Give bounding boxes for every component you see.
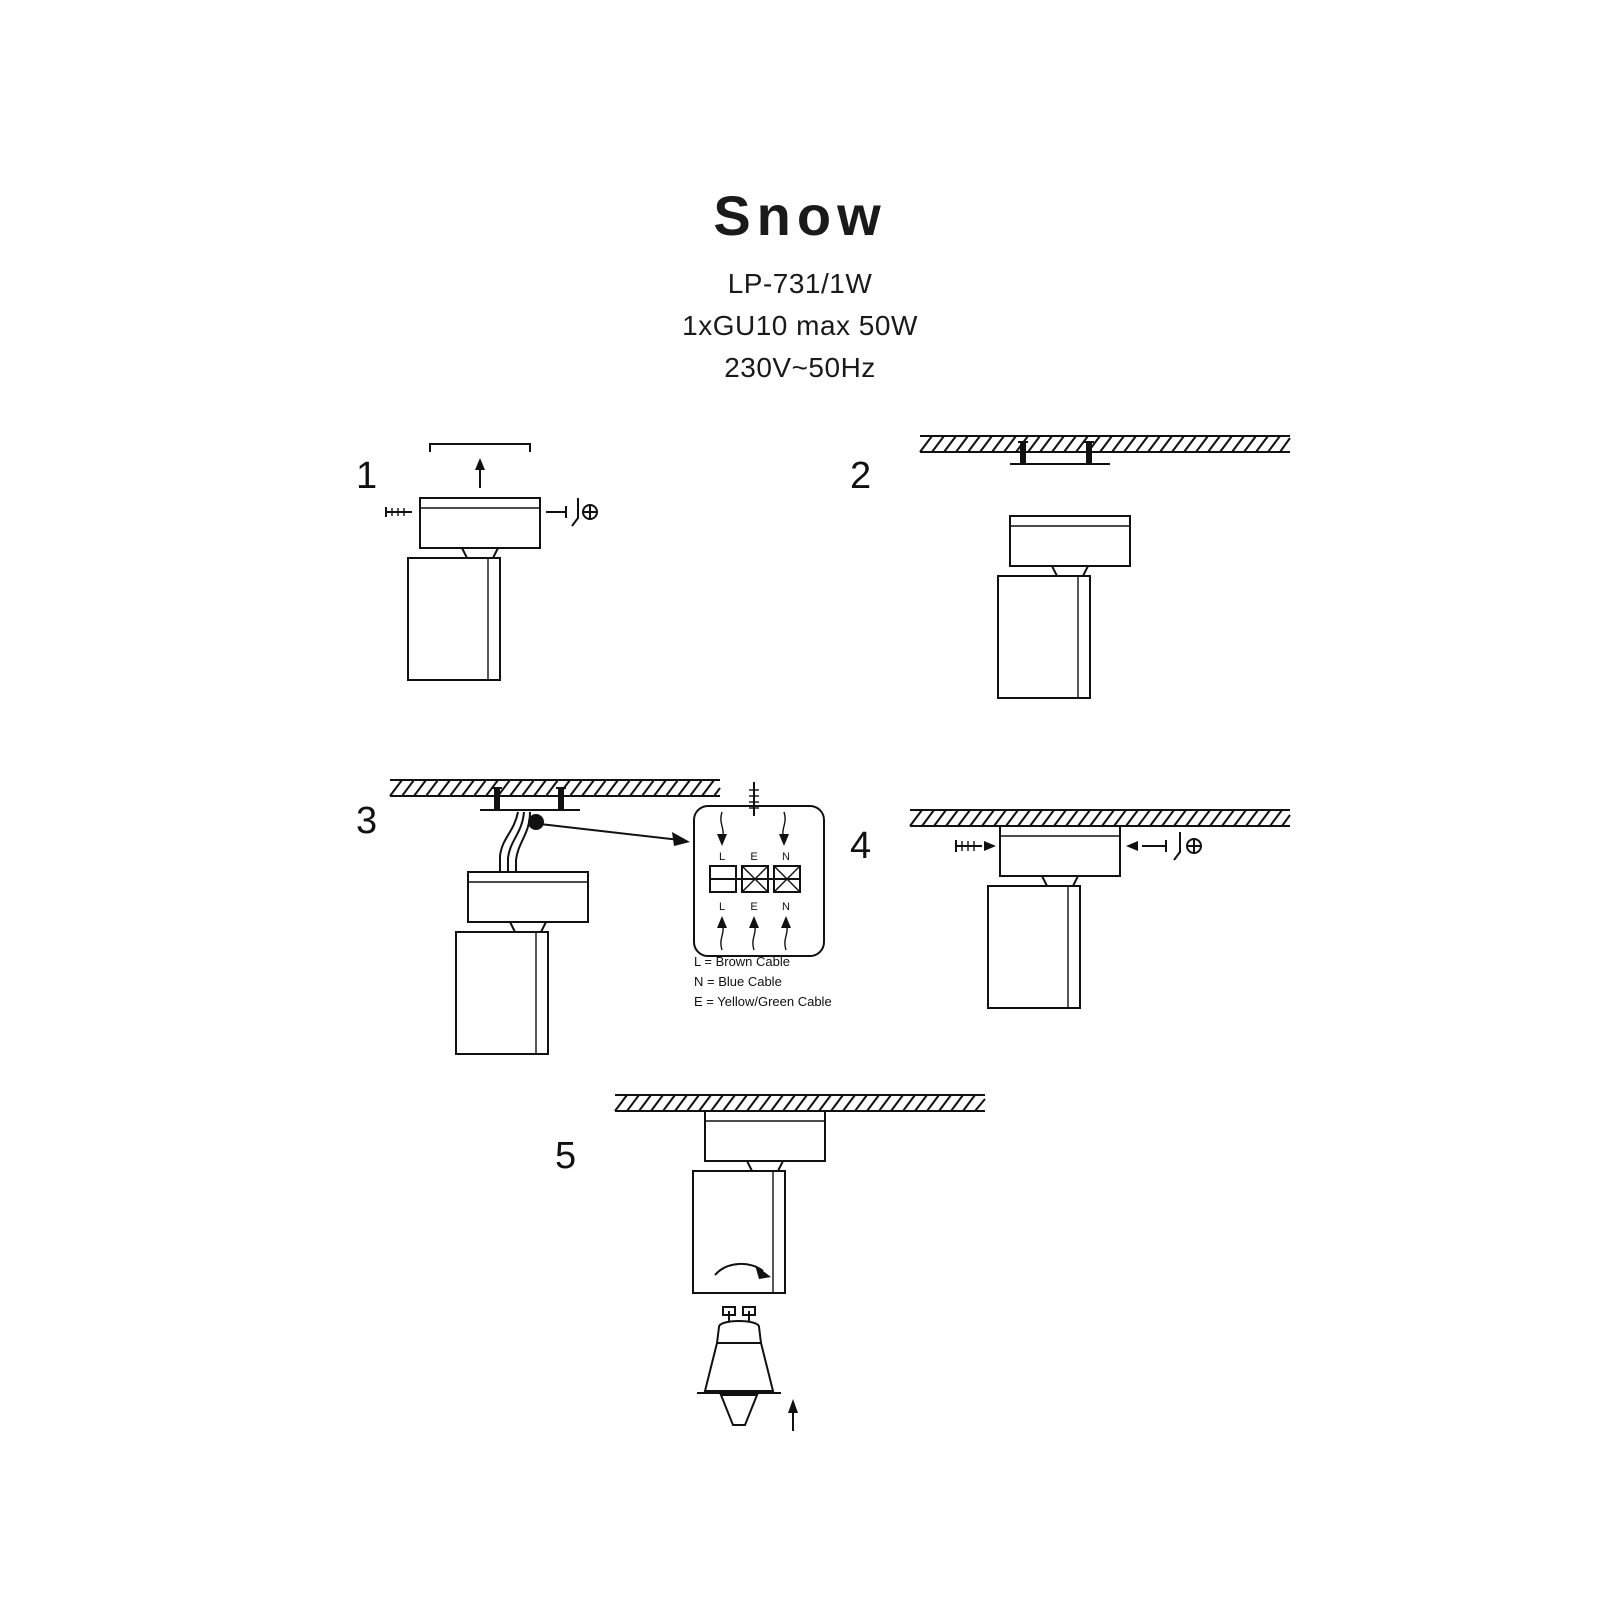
step-3-diagram — [350, 760, 870, 1060]
legend-line-L: L = Brown Cable — [694, 954, 790, 969]
terminal-label-N-bottom: N — [782, 901, 790, 913]
voltage-spec: 230V~50Hz — [724, 351, 876, 383]
screw-right — [546, 498, 597, 526]
step-4-diagram — [850, 790, 1320, 1070]
step-4-number: 4 — [850, 825, 872, 867]
terminal-label-E-top: E — [750, 851, 758, 863]
step-2-diagram — [850, 420, 1320, 700]
legend-line-E: E = Yellow/Green Cable — [694, 994, 832, 1010]
step-4-drawing — [850, 790, 1320, 1070]
screw-left-step4 — [956, 840, 996, 852]
step-1-diagram — [350, 440, 650, 700]
step-2-number: 2 — [850, 455, 872, 497]
header-block — [0, 185, 1600, 389]
wiring-legend — [694, 952, 832, 1012]
step-1-number: 1 — [356, 455, 378, 497]
terminal-label-L-bottom: L — [718, 901, 726, 913]
gu10-bulb — [697, 1307, 798, 1431]
step-5-drawing — [555, 1075, 1025, 1475]
step-2-drawing — [850, 420, 1320, 700]
screw-left — [386, 507, 412, 517]
step-3-number: 3 — [356, 800, 378, 842]
model-code: LP-731/1W — [727, 267, 873, 299]
step-5-diagram — [555, 1075, 1025, 1475]
terminal-block-detail — [694, 782, 824, 956]
page-title: Snow — [713, 184, 887, 247]
terminal-label-L-top: L — [718, 851, 726, 863]
terminal-label-E-bottom: E — [750, 901, 758, 913]
step-1-drawing — [350, 440, 650, 700]
screw-right-step4 — [1126, 832, 1201, 860]
lamp-spec: 1xGU10 max 50W — [682, 309, 918, 341]
step-5-number: 5 — [555, 1135, 577, 1177]
terminal-label-N-top: N — [782, 851, 790, 863]
step-3-drawing — [350, 760, 870, 1060]
legend-line-N: N = Blue Cable — [694, 974, 782, 990]
